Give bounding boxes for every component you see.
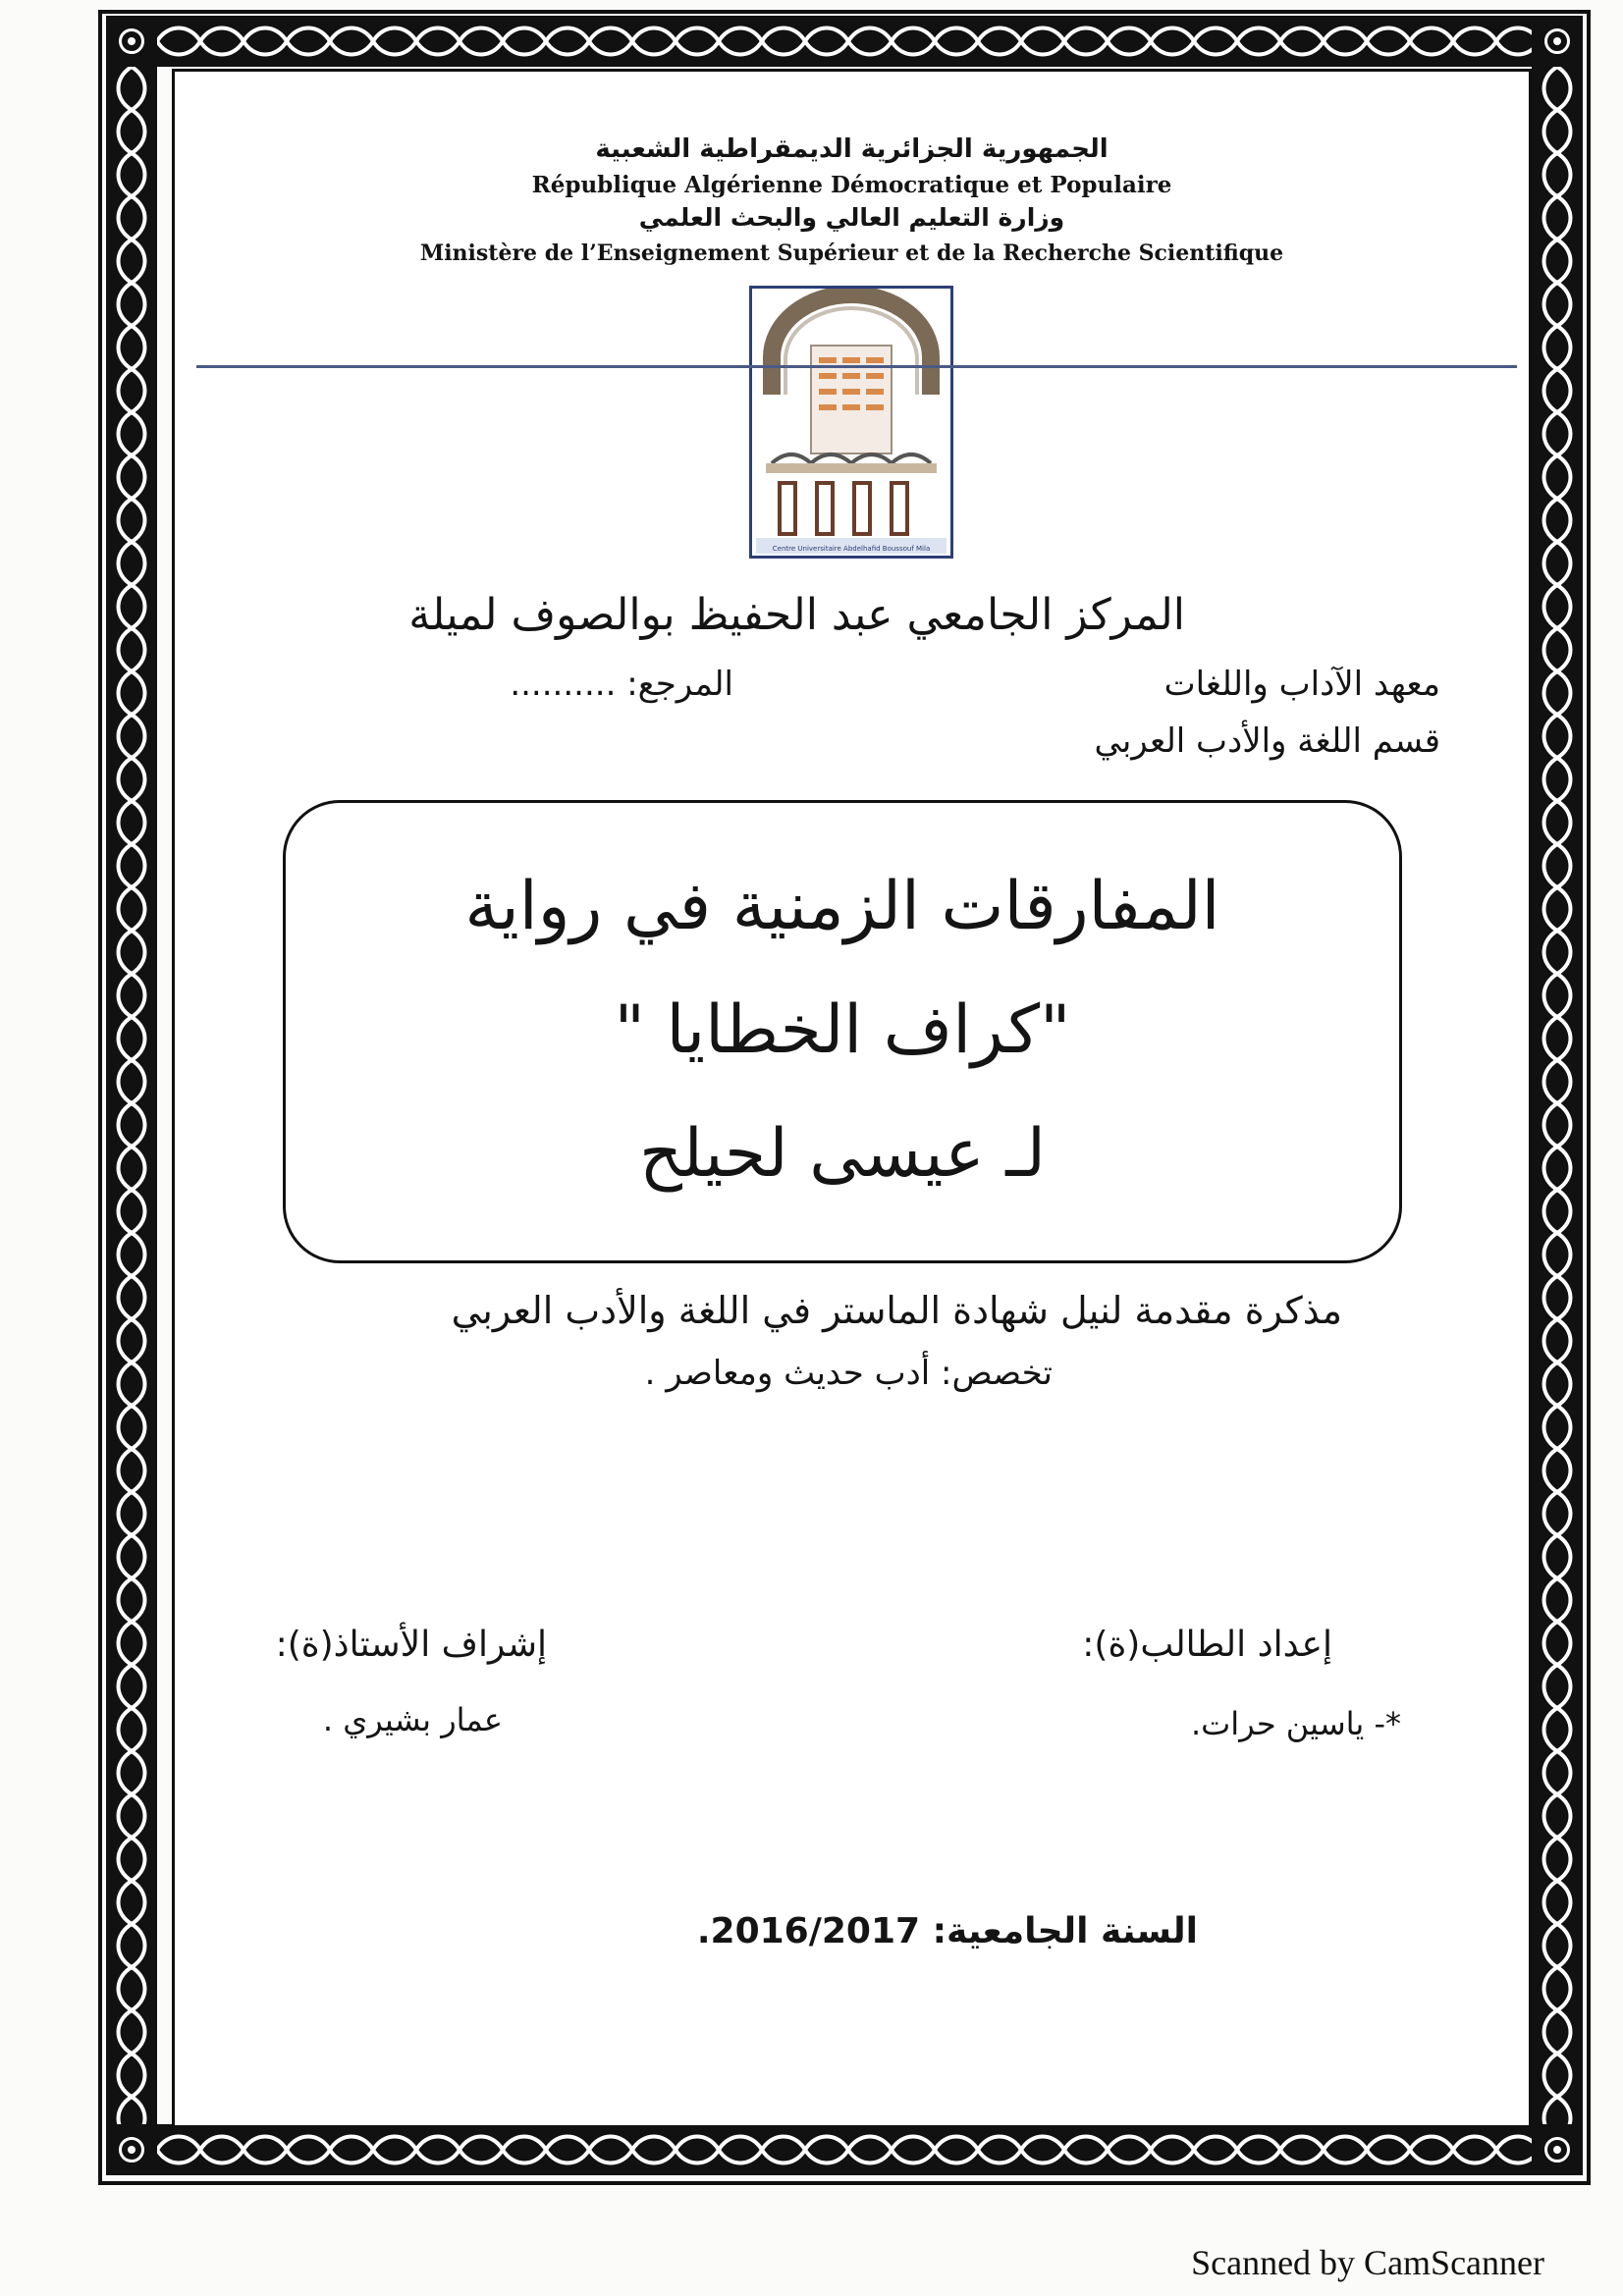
supervisor-label: إشراف الأستاذ(ة): [275,1625,547,1665]
header-divider-line [196,365,1517,368]
thesis-specialty: تخصص: أدب حديث ومعاصر . [644,1354,1053,1393]
supervisor-name: عمار بشيري . [322,1701,503,1738]
border-corner-bottom-right [1532,2124,1583,2175]
border-corner-top-left [106,16,157,67]
department-name: قسم اللغة والأدب العربي [1094,721,1440,761]
border-corner-bottom-left [106,2124,157,2175]
student-label: إعداد الطالب(ة): [1082,1625,1332,1665]
institute-name: معهد الآداب واللغات [1163,665,1440,704]
border-band-bottom [157,2124,1532,2175]
thesis-title-line-3: لـ عيسى لحيلح [639,1115,1046,1193]
border-band-left [106,67,157,2124]
arabic-republic-line: الجمهورية الجزائرية الديمقراطية الشعبية [595,134,1109,164]
reference-number: المرجع: .......... [510,665,733,704]
thesis-title-line-2: "كراف الخطايا " [614,991,1071,1069]
student-name: *- ياسين حرات. [1191,1705,1401,1742]
thesis-purpose: مذكرة مقدمة لنيل شهادة الماستر في اللغة والأدب العربي [451,1289,1342,1332]
arabic-ministry-line: وزارة التعليم العالي والبحث العلمي [638,203,1065,232]
university-logo [749,286,953,559]
thesis-title-box [283,800,1402,1263]
logo-caption: Centre Universitaire Abdelhafid Boussouf Mila [772,545,931,553]
camscanner-watermark: Scanned by CamScanner [1191,2243,1544,2282]
thesis-title-line-1: المفارقات الزمنية في رواية [464,868,1220,945]
french-ministry-line: Ministère de l’Enseignement Supérieur et de la Recherche Scientifique [419,240,1284,266]
border-band-top [157,16,1532,67]
page-content-area [172,69,1532,2128]
university-center-name: المركز الجامعي عبد الحفيظ بوالصوف لميلة [408,590,1185,640]
border-band-right [1532,67,1583,2124]
academic-year: السنة الجامعية: 2016/2017. [696,1911,1198,1951]
french-republic-line: République Algérienne Démocratique et Populaire [531,172,1172,198]
border-corner-top-right [1532,16,1583,67]
